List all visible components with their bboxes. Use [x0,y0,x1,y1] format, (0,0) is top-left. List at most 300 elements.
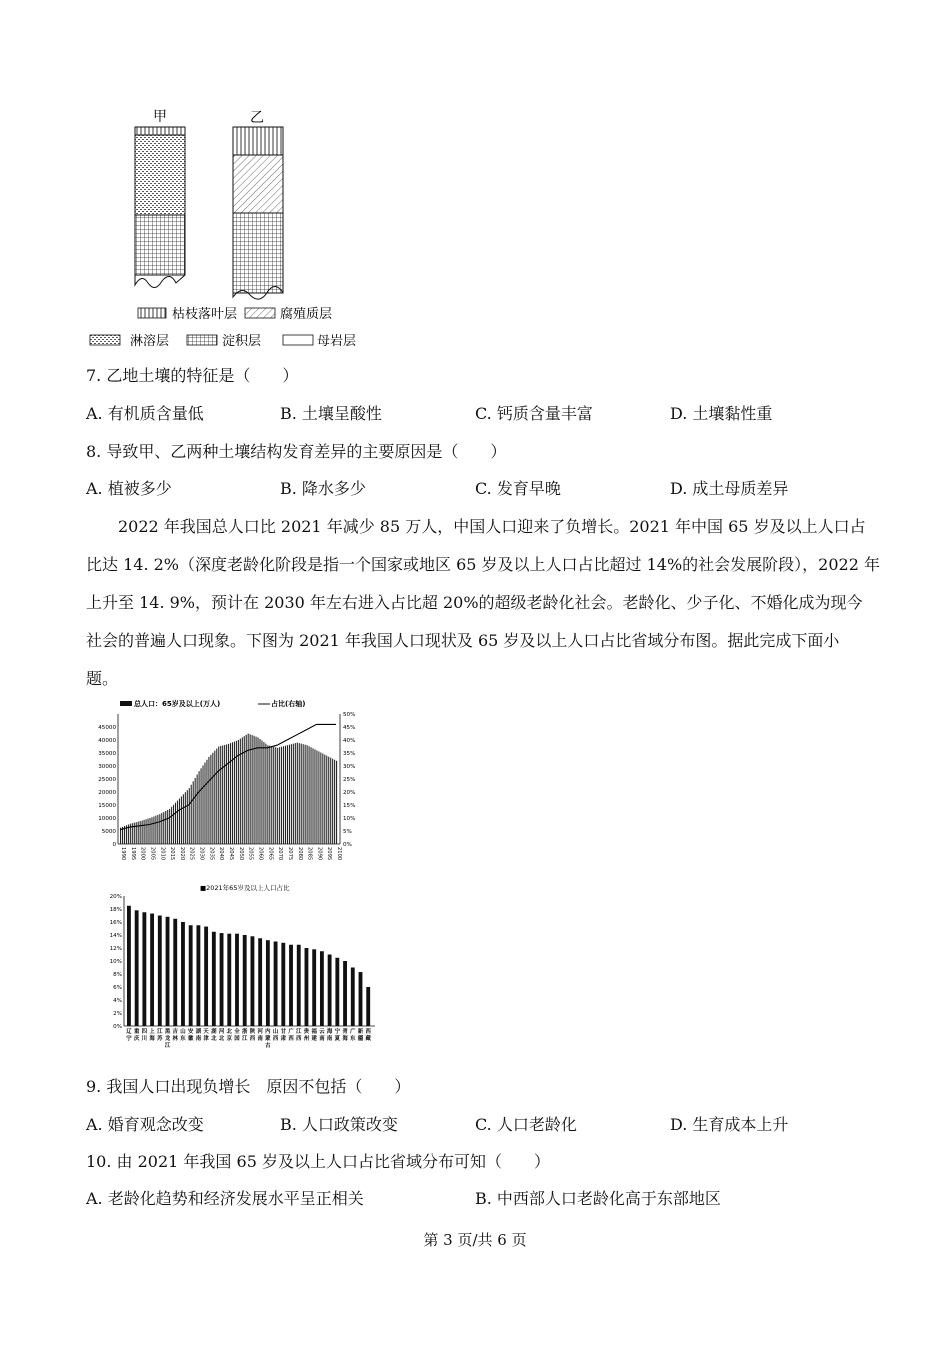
y-tick-label: 12% [109,946,122,952]
x-tick-label [142,1028,148,1042]
x-tick-char: 湖 [211,1029,217,1035]
bar-2028 [195,778,196,844]
bar-2100 [336,761,337,844]
y-tick-label: 14% [109,933,122,939]
x-tick-char: 海 [326,1029,333,1035]
x-tick-char: 西 [365,1029,371,1035]
x-tick-char: 重 [133,1029,140,1035]
bar-2061 [259,739,260,844]
x-tick-label [203,1028,209,1042]
bar-2093 [322,754,323,844]
bar-2023 [185,792,186,844]
bar-2034 [206,760,207,844]
x-tick-char: 吉 [172,1029,178,1035]
x-tick-char: 东 [180,1036,186,1042]
y-tick-label: 18% [109,907,122,913]
bar-2024 [187,790,188,844]
x-tick-label [319,1028,325,1042]
bar-1997 [134,823,135,844]
x-tick-label [349,1027,356,1042]
x-tick-label [156,1027,163,1042]
x-tick-label [227,1027,233,1042]
x-tick-label [287,1027,294,1042]
bar-2015 [169,809,170,844]
bar-陕西 [251,936,255,1026]
x-tick-char: 疆 [357,1036,364,1042]
legend-humus: 腐殖质层 [280,307,333,322]
x-tick-label: 2015 [169,847,176,861]
q10-option-b[interactable]: B. 中西部人口老龄化高于东部地区 [475,1189,721,1208]
passage [86,508,880,698]
y-tick-label: 30000 [98,764,116,770]
x-tick-label: 1990 [120,847,126,861]
bar-吉林 [173,919,177,1026]
population-chart [100,698,370,868]
bar-四川 [142,912,146,1026]
x-tick-label [257,1027,263,1042]
bar-福建 [312,949,316,1026]
bar-2085 [307,745,308,844]
bar-黑龙江 [166,917,170,1026]
bar-贵州 [305,948,309,1026]
x-tick-char: 苏 [157,1036,163,1042]
x-tick-label: 2050 [237,847,244,861]
x-tick-label [358,1027,364,1042]
x-tick-label: 2045 [228,847,235,861]
x-tick-label: 2090 [316,847,323,861]
bar-2047 [232,742,233,844]
bar-2071 [279,747,280,844]
bar-2075 [287,745,288,844]
y2-tick-label: 15% [343,803,356,809]
x-tick-char: 江 [157,1029,163,1035]
bar-2079 [295,743,296,844]
x-tick-char: 西 [288,1036,294,1042]
bar-2000 [140,821,141,844]
q7-stem: 7. 乙地土壤的特征是（ ） [86,366,299,385]
x-tick-char: 江 [164,1043,171,1049]
q8-option-d[interactable]: D. 成土母质差异 [670,479,789,498]
bar-2025 [189,788,190,844]
x-tick-char: 广 [288,1029,294,1035]
x-tick-label: 2000 [139,847,146,861]
x-tick-label [327,1027,333,1042]
y-tick-label: 8% [113,972,122,978]
x-tick-char: 天 [203,1029,209,1035]
q8-option-b[interactable]: B. 降水多少 [280,479,366,498]
bar-2080 [297,743,298,844]
passage-line: 上升至 14. 9%，预计在 2030 年左右进入占比超 20%的超级老龄化社会。老龄化、少子化、不婚化成为现今 [86,593,863,612]
x-tick-char: 北 [226,1029,232,1035]
bar-2096 [328,757,329,844]
legend-deposit: 淀积层 [222,334,262,349]
bar-山东 [181,922,185,1026]
legend-eluvial: 淋溶层 [130,334,170,349]
bar-2032 [202,765,203,844]
bar-河南 [258,938,262,1026]
q9-option-b[interactable]: B. 人口政策改变 [280,1115,398,1134]
x-tick-char: 云 [319,1029,325,1035]
bar-内蒙古 [266,940,270,1026]
bar-2088 [312,748,313,844]
bar-2090 [316,750,317,844]
bar-2076 [289,745,290,844]
x-tick-char: 西 [272,1036,279,1042]
bar-2060 [257,737,258,844]
bar-2018 [175,803,176,844]
province-chart [100,882,380,1052]
bar-2041 [220,746,221,844]
x-tick-label: 2100 [336,847,343,861]
x-tick-char: 贵 [303,1029,310,1035]
x-tick-char: 川 [141,1036,148,1042]
x-tick-char: 藏 [365,1036,371,1042]
x-tick-label [188,1027,194,1042]
x-tick-label [180,1027,186,1042]
legend-bedrock: 母岩层 [317,334,357,349]
x-tick-char: 蒙 [265,1036,271,1042]
bar-2073 [283,746,284,844]
x-tick-char: 新 [357,1029,364,1035]
bar-2005 [149,818,150,844]
x-tick-label: 2085 [306,847,313,861]
x-tick-label [241,1027,248,1042]
bar-湖北 [212,932,216,1026]
right-profile [233,127,283,299]
x-tick-char: 东 [350,1036,356,1042]
x-tick-label [281,1027,287,1042]
bar-2086 [309,746,310,844]
bar-海南 [328,955,332,1027]
bar-2066 [269,746,270,844]
x-tick-char: 辽 [126,1029,132,1035]
bar-2038 [214,751,215,844]
x-tick-char: 龙 [164,1036,171,1042]
bar-2006 [151,817,152,844]
bar-重庆 [135,910,139,1026]
bar-2095 [326,756,327,844]
y-tick-label: 20% [109,894,122,900]
q8-stem: 8. 导致甲、乙两种土壤结构发育差异的主要原因是（ ） [86,442,507,461]
bar-广东 [351,968,355,1027]
y2-tick-label: 30% [343,764,356,770]
bar-天津 [204,927,208,1026]
x-tick-label [310,1027,317,1042]
bar-2057 [252,735,253,844]
x-tick-label: 2035 [208,847,215,861]
x-tick-char: 南 [257,1036,263,1042]
bar-湖南 [196,925,200,1026]
x-tick-label: 2075 [286,847,293,861]
bar-2042 [222,745,223,844]
bar-2009 [157,815,158,844]
q8-option-c[interactable]: C. 发育早晚 [475,479,561,498]
x-tick-char: 庆 [133,1036,140,1042]
bar-新疆 [359,972,363,1026]
bar-2084 [305,745,306,844]
x-tick-label: 2040 [218,847,225,861]
x-tick-char: 安 [187,1029,194,1035]
q9-option-a[interactable]: A. 婚育观念改变 [86,1115,204,1134]
x-tick-char: 北 [211,1036,217,1042]
passage-line: 社会的普遍人口现象。下图为 2021 年我国人口现状及 65 岁及以上人口占比省域分布图。据此完成下面小 [86,631,840,650]
x-tick-label [164,1027,171,1049]
x-tick-label [273,1027,279,1042]
y-tick-label: 40000 [98,738,116,744]
x-tick-char: 宁 [126,1036,132,1042]
bar-2098 [332,759,333,844]
x-tick-char: 山 [272,1029,279,1035]
bar-2036 [210,755,211,844]
bar-2097 [330,758,331,844]
x-tick-char: 南 [319,1036,325,1042]
bar-山西 [274,942,278,1027]
q10-option-a[interactable]: A. 老龄化趋势和经济发展水平呈正相关 [86,1189,364,1208]
page-footer: 第 3 页/共 6 页 [423,1231,527,1249]
x-tick-label: 2010 [159,847,166,861]
bar-2069 [275,747,276,844]
bar-2014 [167,810,168,844]
x-tick-char: 国 [234,1036,240,1042]
bar-2013 [165,811,166,844]
x-tick-char: 南 [326,1036,333,1042]
x-tick-char: 青 [342,1029,348,1035]
bar-全国 [235,934,239,1026]
x-tick-label: 2065 [267,847,274,861]
x-tick-label: 2025 [188,847,195,861]
x-tick-char: 夏 [334,1036,341,1042]
x-tick-char: 西 [296,1036,302,1042]
bar-2078 [293,744,294,844]
y-tick-label: 45000 [98,725,116,731]
bar-江苏 [158,916,162,1027]
x-tick-label [342,1027,348,1042]
bar-2059 [256,737,257,844]
bar-宁夏 [335,958,339,1026]
x-tick-label [234,1027,240,1042]
y-tick-label: 15000 [98,803,116,809]
bar-北京 [227,934,231,1026]
chart2-title: ■2021年65岁及以上人口占比 [200,884,290,892]
bar-2056 [250,734,251,844]
x-tick-label: 1995 [129,847,136,861]
q7-option-b[interactable]: B. 土壤呈酸性 [280,404,382,423]
x-tick-char: 河 [257,1029,263,1035]
x-tick-label [219,1027,225,1042]
bar-2065 [267,745,268,844]
q7-option-d[interactable]: D. 土壤黏性重 [670,404,773,423]
bar-2004 [147,819,148,844]
soil-legend [90,306,356,349]
bar-2022 [183,794,184,844]
x-tick-char: 江 [296,1029,302,1035]
bar-2058 [254,736,255,844]
y2-tick-label: 50% [343,712,356,718]
bar-2029 [197,775,198,844]
x-tick-char: 福 [311,1029,317,1035]
q10-stem: 10. 由 2021 年我国 65 岁及以上人口占比省域分布可知（ ） [86,1152,550,1171]
y-tick-label: 0 [112,842,116,848]
bar-广西 [289,945,293,1026]
y2-tick-label: 45% [343,725,356,731]
bar-2021 [181,796,182,844]
x-tick-label [265,1027,271,1049]
x-tick-char: 浙 [242,1029,248,1035]
x-tick-label: 2005 [149,847,156,861]
q8-option-a[interactable]: A. 植被多少 [86,479,172,498]
y-tick-label: 10000 [98,816,116,822]
x-tick-char: 江 [242,1036,248,1042]
population-chart-svg [100,698,370,868]
x-tick-label [149,1027,155,1042]
x-tick-char: 京 [226,1036,232,1042]
y-tick-label: 20000 [98,790,116,796]
x-tick-char: 州 [303,1036,310,1042]
bar-2027 [193,781,194,844]
bar-1999 [138,822,139,844]
bar-2070 [277,748,278,844]
x-tick-label [196,1027,202,1042]
x-tick-char: 南 [195,1036,202,1042]
x-tick-label: 2055 [247,847,254,861]
bar-2020 [179,799,180,845]
x-tick-char: 全 [234,1029,240,1035]
bar-河北 [220,933,224,1026]
bar-2019 [177,801,178,844]
bar-江西 [297,945,301,1026]
x-tick-label: 2080 [296,847,303,861]
x-tick-label [335,1027,341,1042]
x-tick-label [134,1027,140,1042]
bar-2012 [163,812,164,844]
x-tick-char: 建 [311,1036,317,1042]
bar-2081 [299,743,300,844]
bar-2003 [146,819,147,844]
bar-2007 [153,816,154,844]
q9-stem: 9. 我国人口出现负增长 原因不包括（ ） [86,1077,411,1096]
y-tick-label: 25000 [98,777,116,783]
bar-甘肃 [281,943,285,1026]
x-tick-label: 2095 [326,847,333,861]
bar-浙江 [243,935,247,1026]
bar-2017 [173,805,174,844]
x-tick-char: 河 [218,1029,225,1035]
bar-2035 [208,757,209,844]
bar-2039 [216,749,217,844]
bar-2062 [261,741,262,844]
bar-2045 [228,744,229,844]
legend-line: 占比(右轴) [271,700,306,708]
y2-tick-label: 40% [343,738,356,744]
x-tick-label: 2070 [277,847,284,861]
bar-2099 [334,760,335,844]
x-tick-char: 四 [141,1029,148,1035]
y-tick-label: 0% [113,1024,122,1030]
bar-2011 [161,813,162,844]
x-tick-char: 宁 [334,1029,341,1035]
x-tick-char: 山 [180,1029,186,1035]
bar-2087 [311,747,312,844]
y-tick-label: 6% [113,985,122,991]
bar-2067 [271,746,272,844]
q7-option-c[interactable]: C. 钙质含量丰富 [475,404,593,423]
x-tick-char: 徽 [187,1036,194,1042]
x-tick-char: 黑 [164,1029,171,1035]
bar-2063 [263,742,264,844]
y-tick-label: 35000 [98,751,116,757]
bar-2037 [212,753,213,844]
x-tick-char: 广 [350,1029,356,1035]
y-tick-label: 5000 [101,829,116,835]
bar-2064 [265,744,266,844]
bar-2094 [324,755,325,844]
q9-option-c[interactable]: C. 人口老龄化 [475,1115,577,1134]
bar-2068 [273,747,274,844]
bar-2002 [144,820,145,844]
x-tick-char: 陕 [249,1029,256,1035]
y2-tick-label: 35% [343,751,356,757]
bar-2008 [155,816,156,844]
x-tick-char: 林 [172,1036,178,1042]
x-tick-label [126,1027,132,1042]
x-tick-char: 海 [149,1036,155,1042]
bar-2046 [230,743,231,844]
bar-2031 [201,768,202,844]
x-tick-label [366,1027,372,1042]
y2-tick-label: 20% [343,790,356,796]
y2-tick-label: 10% [343,816,356,822]
bar-安徽 [189,925,193,1026]
bar-2074 [285,746,286,844]
col-left-label: 甲 [153,109,167,125]
x-tick-label: 2020 [178,847,185,861]
bar-2026 [191,785,192,844]
bar-2089 [314,749,315,844]
y2-tick-label: 0% [343,842,352,848]
q9-option-d[interactable]: D. 生育成本上升 [670,1115,789,1134]
x-tick-char: 湖 [195,1029,202,1035]
bar-云南 [320,951,324,1026]
bar-2044 [226,744,227,844]
x-tick-label [211,1027,217,1042]
bar-2048 [234,742,235,844]
x-tick-char: 津 [203,1036,209,1042]
x-tick-char: 北 [218,1036,225,1042]
y-tick-label: 10% [109,959,122,965]
y-tick-label: 4% [113,998,122,1004]
bar-2092 [320,752,321,844]
bar-2030 [199,771,200,844]
x-tick-char: 古 [265,1043,271,1049]
bar-2001 [142,820,143,844]
passage-line: 题。 [86,669,119,688]
x-tick-label [304,1027,310,1042]
x-tick-label [250,1027,256,1042]
q7-option-a[interactable]: A. 有机质含量低 [86,404,204,423]
y-tick-label: 2% [113,1011,122,1017]
bar-上海 [150,914,154,1026]
bar-2016 [171,807,172,844]
y2-tick-label: 5% [343,829,352,835]
bar-2082 [301,744,302,844]
bar-2072 [281,747,282,844]
x-tick-label [295,1027,302,1042]
bar-辽宁 [127,906,131,1026]
x-tick-char: 西 [249,1036,256,1042]
bar-2040 [218,747,219,845]
legend-swatch-bars [120,701,132,706]
bar-2077 [291,744,292,844]
